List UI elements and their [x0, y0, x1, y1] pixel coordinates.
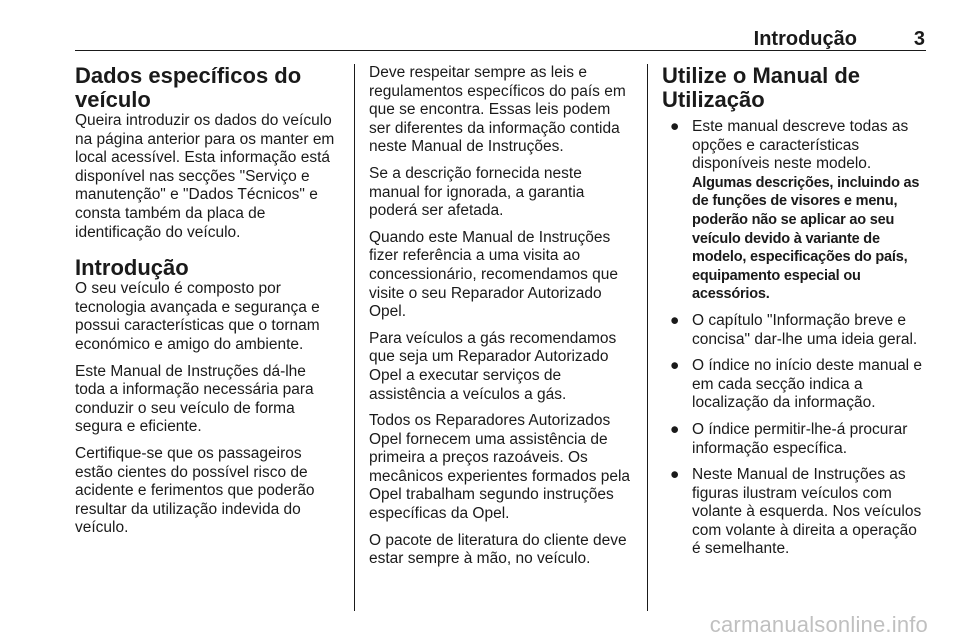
header-rule — [75, 50, 926, 51]
paragraph: Este Manual de Instruções dá-lhe toda a informação necessária para conduzir o seu veículo de forma segura e eficiente. — [75, 362, 314, 436]
section-heading-use-manual: Utilize o Manual de Utilização — [662, 63, 861, 112]
column-3 — [662, 64, 927, 567]
column-divider — [647, 64, 648, 611]
list-item — [662, 466, 927, 559]
paragraph: Deve respeitar sempre as leis e regulamentos específicos do país em que se encontra. Essas leis podem ser diferentes da informação contida neste Manual de Instruções. — [369, 64, 626, 156]
section-heading-introduction: Introdução — [75, 255, 189, 281]
header-title: Introdução — [753, 28, 857, 50]
list-item — [662, 312, 927, 349]
list-item — [662, 421, 927, 458]
bullet-icon: ● — [670, 311, 680, 329]
list-item — [662, 118, 927, 304]
list-item-text: O índice permitir-lhe-á procurar informação específica. — [692, 420, 908, 457]
paragraph: O seu veículo é composto por tecnologia avançada e segurança e possui características que o tornam económico e amigo do ambiente. — [75, 280, 320, 353]
list-item-text: Este manual descreve todas as opções e características disponíveis neste modelo. — [692, 118, 909, 173]
bullet-icon: ● — [670, 466, 680, 484]
paragraph: Para veículos a gás recomendamos que seja um Reparador Autorizado Opel a executar serviços de assistência a veículos a gás. — [369, 329, 617, 403]
column-1 — [75, 64, 340, 546]
list-item — [662, 357, 927, 413]
bullet-icon: ● — [670, 357, 680, 375]
bullet-icon: ● — [670, 118, 680, 135]
watermark: carmanualsonline.info — [709, 612, 928, 637]
bullet-icon: ● — [670, 420, 680, 438]
column-2 — [369, 64, 634, 577]
list-item-note: Algumas descrições, incluindo as de funções de visores e menu, poderão não se aplicar ao seu veículo devido à variante de modelo, especificações do país, equipamento especial ou acessórios. — [692, 174, 920, 303]
column-divider — [354, 64, 355, 611]
page-number: 3 — [913, 28, 925, 50]
paragraph: Queira introduzir os dados do veículo na página anterior para os manter em local acessível. Esta informação está disponível nas secções "Serviço e manutenção" e "Dados Técnicos" e consta também da placa de identificação do veículo. — [75, 112, 335, 241]
list-item-text: O índice no início deste manual e em cada secção indica a localização da informação. — [692, 357, 923, 412]
page-header — [75, 28, 925, 50]
paragraph: Se a descrição fornecida neste manual for ignorada, a garantia poderá ser afetada. — [369, 164, 585, 220]
paragraph: Quando este Manual de Instruções fizer referência a uma visita ao concessionário, recomendamos que visite o seu Reparador Autorizado Opel. — [369, 228, 618, 321]
list-item-text: O capítulo "Informação breve e concisa" dar-lhe uma ideia geral. — [692, 311, 918, 348]
list-item-text: Neste Manual de Instruções as figuras ilustram veículos com volante à esquerda. Nos veículos com volante à direita a operação é semelhante. — [692, 466, 922, 558]
section-heading-vehicle-data: Dados específicos do veículo — [75, 63, 302, 112]
bullet-list — [662, 118, 927, 559]
paragraph: Todos os Reparadores Autorizados Opel fornecem uma assistência de primeira a preços razoáveis. Os mecânicos experientes formados pela Opel trabalham segundo instruções específicas da Opel. — [369, 412, 631, 523]
paragraph: Certifique-se que os passageiros estão cientes do possível risco de acidente e ferimentos que poderão resultar da utilização indevida do veículo. — [75, 444, 315, 537]
paragraph: O pacote de literatura do cliente deve estar sempre à mão, no veículo. — [369, 531, 627, 568]
